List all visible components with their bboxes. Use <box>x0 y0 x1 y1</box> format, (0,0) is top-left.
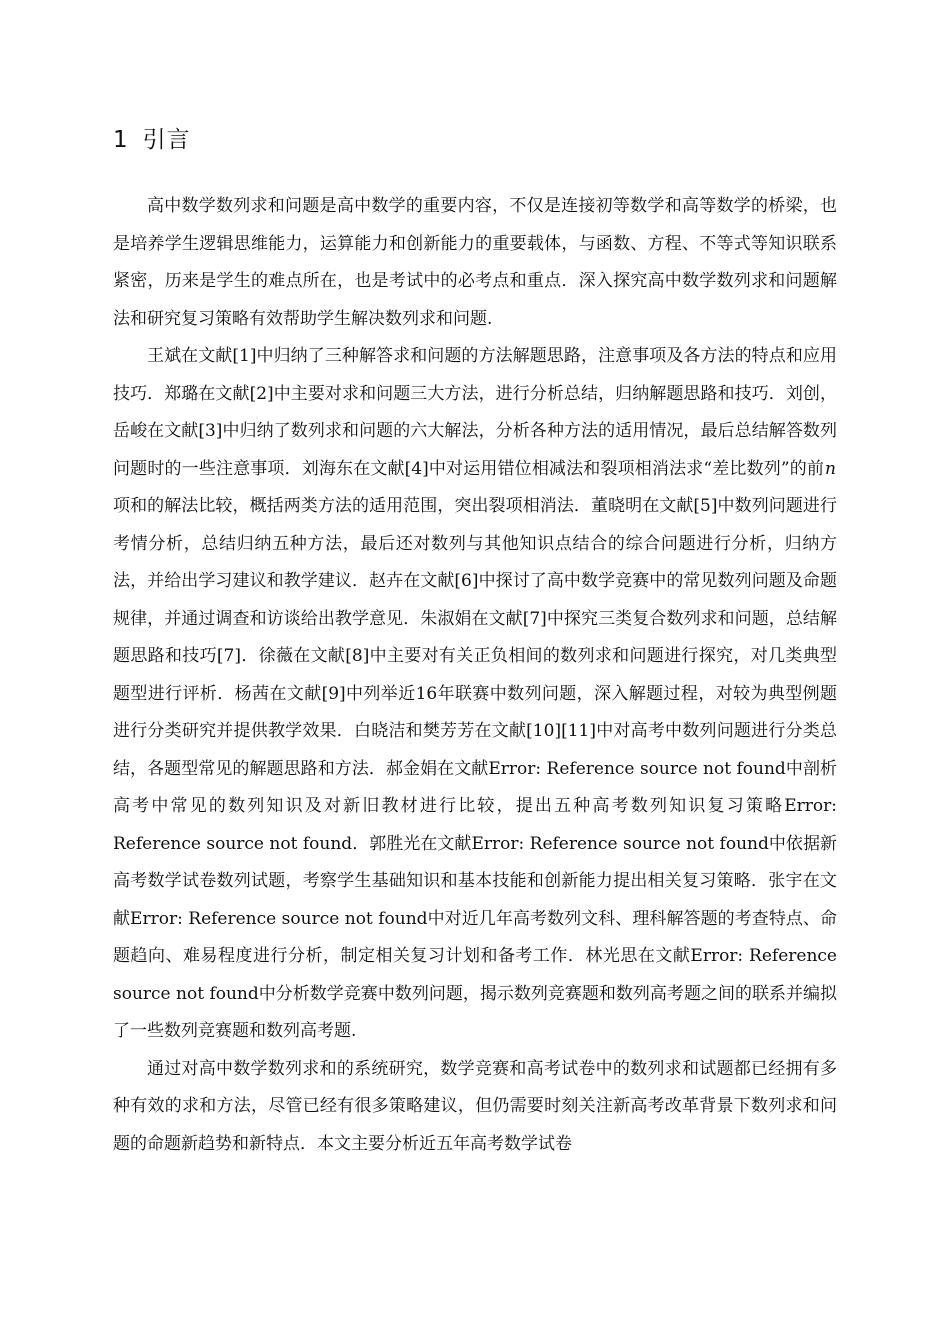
paragraph-literature-review-part2: 项和的解法比较，概括两类方法的适用范围，突出裂项相消法．董晓明在文献[5]中数列问题进行考情分析，总结归纳五种方法，最后还对数列与其他知识点结合的综合问题进行分析，归纳方法，并给出学习建议和教学建议．赵卉在文献[6]中探讨了高中数学竞赛中的常见数列问题及命题规律，并通过调查和访谈给出教学意见．朱淑娟在文献[7]中探究三类复合数列求和问题，总结解题思路和技巧[7]．徐薇在文献[8]中主要对有关正负相间的数列求和问题进行探究，对几类典型题型进行评析．杨茜在文献[9]中列举近16年联赛中数列问题，深入解题过程，对较为典型例题进行分类研究并提供教学效果．白晓洁和樊芳芳在文献[10][11]中对高考中数列问题进行分类总结，各题型常见的解题思路和方法．郝金娟在文献Error: Reference source not found中剖析高考中常见的数列知识及对新旧教材进行比较，提出五种高考数列知识复习策略Error: Reference source not found．郭胜光在文献Error: Reference source not found中依据新高考数学试卷数列试题，考察学生基础知识和基本技能和创新能力提出相关复习策略．张宇在文献Error: Reference source not found中对近几年高考数列文科、理科解答题的考查特点、命题趋向、难易程度进行分析，制定相关复习计划和备考工作．林光思在文献Error: Reference source not found中分析数学竞赛中数列问题，揭示数列竞赛题和数列高考题之间的联系并编拟了一些数列竞赛题和数列高考题. <box>113 496 837 1041</box>
section-title: 引言 <box>142 127 191 153</box>
body-text <box>113 188 837 1163</box>
paragraph-intro: 高中数学数列求和问题是高中数学的重要内容，不仅是连接初等数学和高等数学的桥梁，也是培养学生逻辑思维能力，运算能力和创新能力的重要载体，与函数、方程、不等式等知识联系紧密，历来是学生的难点所在，也是考试中的必考点和重点．深入探究高中数学数列求和问题解法和研究复习策略有效帮助学生解决数列求和问题. <box>113 196 837 329</box>
math-variable-n: n <box>825 458 836 479</box>
paragraph-summary: 通过对高中数学数列求和的系统研究，数学竞赛和高考试卷中的数列求和试题都已经拥有多种有效的求和方法，尽管已经有很多策略建议，但仍需要时刻关注新高考改革背景下数列求和问题的命题新趋势和新特点．本文主要分析近五年高考数学试卷 <box>113 1058 837 1154</box>
paragraph-literature-review <box>113 338 837 1051</box>
section-heading <box>113 124 191 156</box>
section-number: 1 <box>113 127 129 153</box>
paragraph-literature-review-part1: 王斌在文献[1]中归纳了三种解答求和问题的方法解题思路，注意事项及各方法的特点和应用技巧．郑璐在文献[2]中主要对求和问题三大方法，进行分析总结，归纳解题思路和技巧．刘创，岳峻在文献[3]中归纳了数列求和问题的六大解法，分析各种方法的适用情况，最后总结解答数列问题时的一些注意事项．刘海东在文献[4]中对运用错位相减法和裂项相消法求“差比数列”的前 <box>113 346 837 479</box>
